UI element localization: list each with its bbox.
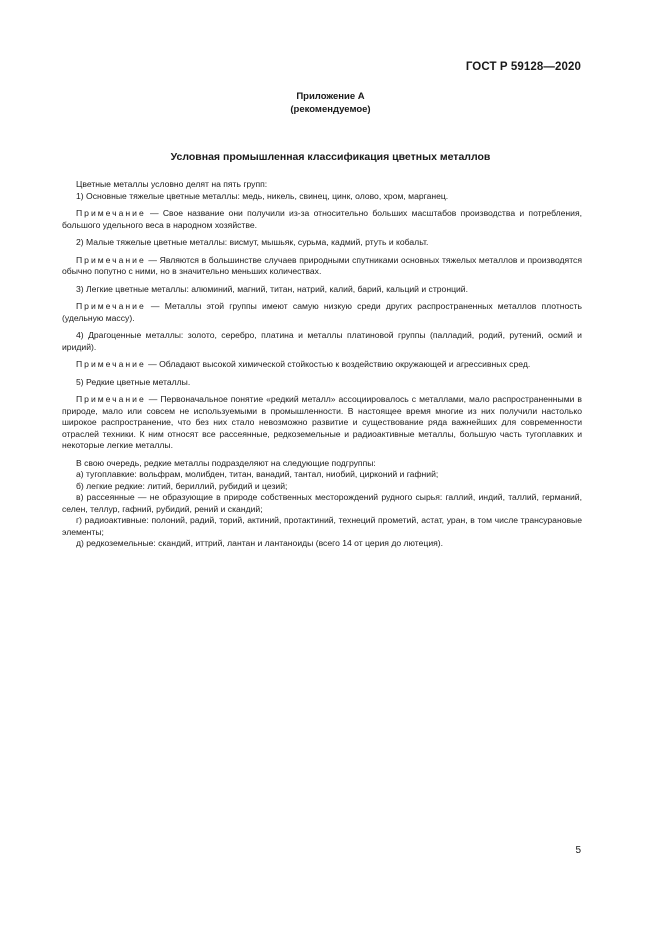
note-text: — Обладают высокой химической стойкостью к воздействию окружающей и агрессивных сред. (145, 359, 531, 369)
note-4 (62, 359, 582, 371)
note-5 (62, 394, 582, 452)
page-number: 5 (575, 845, 581, 856)
paragraph-group-2: 2) Малые тяжелые цветные металлы: висмут, мышьяк, сурьма, кадмий, ртуть и кобальт. (76, 237, 429, 247)
paragraph-subgroups-intro: В свою очередь, редкие металлы подразделяют на следующие подгруппы: (76, 457, 376, 468)
document-code: ГОСТ Р 59128—2020 (465, 61, 581, 73)
note-label: Примечание (76, 301, 146, 311)
note-label: Примечание (76, 208, 146, 218)
paragraph-group-3: 3) Легкие цветные металлы: алюминий, магний, титан, натрий, калий, барий, кальций и стронций. (76, 283, 468, 294)
note-text: — Первоначальное понятие «редкий металл» ассоциировалось с металлами, мало распространенными в природе, мало или совсем не используемыми в промышленности. В настоящее время многие из них получили настолько широкое распространение, что без них стало невозможно развитие и существование ряда важнейших для современности отраслей техники. К ним относят все рассеянные, редкоземельные и радиоактивные металлы, большую часть тугоплавких и некоторые легкие металлы. (62, 394, 582, 450)
paragraph-intro: Цветные металлы условно делят на пять групп: (76, 179, 268, 189)
subgroup-a: а) тугоплавкие: вольфрам, молибден, титан, ванадий, тантал, ниобий, цирконий и гафний; (76, 469, 439, 479)
document-body (62, 179, 582, 550)
annex-title: Приложение А (296, 91, 365, 102)
note-2 (62, 255, 582, 278)
paragraph-group-1: 1) Основные тяжелые цветные металлы: медь, никель, свинец, цинк, олово, хром, марганец. (76, 190, 449, 201)
note-label: Примечание (76, 359, 146, 369)
paragraph-group-4: 4) Драгоценные металлы: золото, серебро, платина и металлы платиновой группы (палладий, родий, рутений, осмий и иридий). (62, 330, 582, 352)
subgroup-g: г) радиоактивные: полоний, радий, торий, актиний, протактиний, технеций прометий, астат, уран, в том числе трансурановые элементы; (62, 515, 582, 537)
note-label: Примечание (76, 254, 146, 265)
subgroup-b: б) легкие редкие: литий, бериллий, рубидий и цезий; (76, 480, 288, 491)
note-3 (62, 301, 582, 324)
section-title: Условная промышленная классификация цветных металлов (170, 151, 491, 163)
annex-subtitle: (рекомендуемое) (290, 104, 371, 115)
note-1 (62, 208, 582, 231)
note-text: — Свое название они получили из-за относительно больших масштабов производства и потребления, большого удельного веса в народном хозяйстве. (62, 208, 582, 230)
subgroup-v: в) рассеянные — не образующие в природе собственных месторождений рудного сырья: галлий, индий, таллий, германий, селен, теллур, гафний, рубидий, рений и скандий; (62, 492, 582, 514)
note-text: — Металлы этой группы имеют самую низкую среди других распространенных металлов плотность (удельную массу). (62, 301, 582, 323)
subgroup-d: д) редкоземельные: скандий, иттрий, лантан и лантаноиды (всего 14 от церия до лютеция). (76, 538, 444, 548)
note-label: Примечание (76, 394, 146, 404)
paragraph-group-5: 5) Редкие цветные металлы. (76, 376, 191, 387)
note-text: — Являются в большинстве случаев природными спутниками основных тяжелых металлов и производятся обычно попутно с ними, но в значительно меньших количествах. (62, 254, 582, 276)
